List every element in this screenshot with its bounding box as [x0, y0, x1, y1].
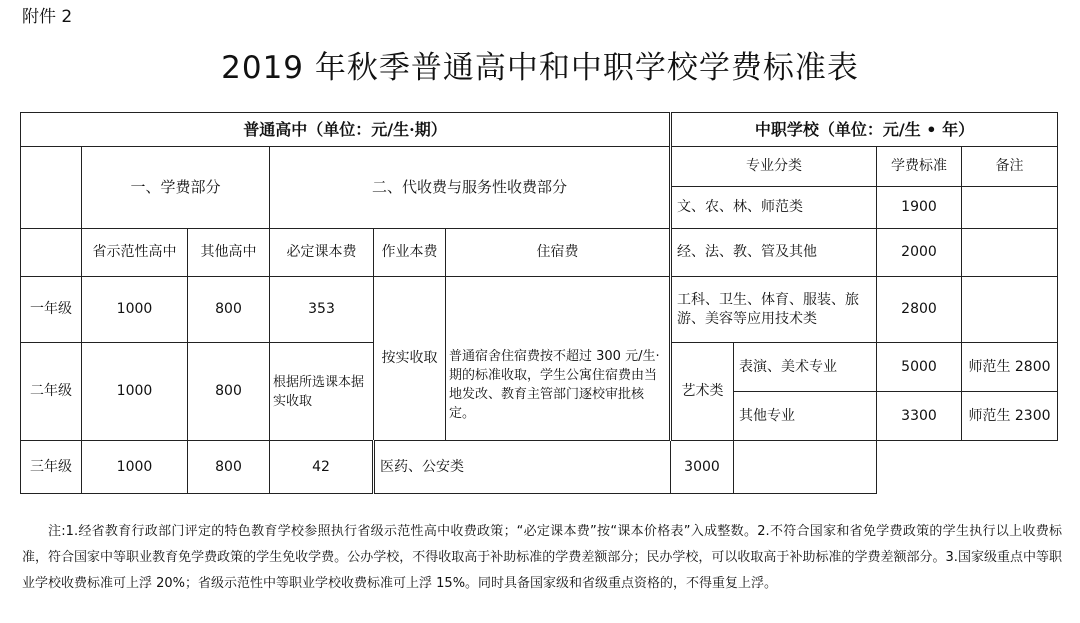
- demo-high-fee: 1000: [82, 343, 188, 441]
- voc-category: 工科、卫生、体育、服装、旅游、美容等应用技术类: [671, 277, 877, 343]
- voc-standard: 5000: [877, 343, 962, 392]
- col-boarding-header: 住宿费: [446, 229, 671, 277]
- voc-standard: 2800: [877, 277, 962, 343]
- table-header-row: [21, 113, 1058, 147]
- voc-standard: 3300: [877, 392, 962, 441]
- voc-standard: 1900: [877, 187, 962, 229]
- vocational-header: 中职学校（单位：元/生 • 年）: [671, 113, 1058, 147]
- table-row: [21, 441, 1058, 494]
- voc-group-art: 艺术类: [671, 343, 734, 441]
- boarding-fee-note: 普通宿舍住宿费按不超过 300 元/生·期的标准收取，学生公寓住宿费由当地发改、教育主管部门逐校审批核定。: [446, 277, 671, 441]
- attachment-label: 附件 2: [22, 7, 73, 27]
- table-row: [21, 277, 1058, 343]
- corner-cell: [21, 147, 82, 229]
- other-high-fee: 800: [188, 441, 270, 494]
- grade-label: 三年级: [21, 441, 82, 494]
- voc-standard: 3000: [671, 441, 734, 494]
- table-row: [21, 147, 1058, 187]
- page-title: 2019 年秋季普通高中和中职学校学费标准表: [221, 50, 859, 86]
- col-category-header: 专业分类: [671, 147, 877, 187]
- voc-category: 其他专业: [734, 392, 877, 441]
- voc-category: 经、法、教、管及其他: [671, 229, 877, 277]
- footnote: 注:1.经省教育行政部门评定的特色教育学校参照执行省级示范性高中收费政策；“必定课本费”按“课本价格表”入成整数。2.不符合国家和省免学费政策的学生执行以上收费标准，符合国家中等职业教育免学费政策的学生免收学费。公办学校，不得收取高于补助标准的学费差额部分；民办学校，可以收取高于补助标准的学费差额部分。3.国家级重点中等职业学校收费标准可上浮 20%；省级示范性中等职业学校收费标准可上浮 15%。同时具备国家级和省级重点资格的，不得重复上浮。: [22, 524, 1062, 591]
- voc-remark: [734, 441, 877, 494]
- voc-category: 表演、美术专业: [734, 343, 877, 392]
- fee-table: [20, 112, 1058, 494]
- workbook-fee: 按实收取: [374, 277, 446, 441]
- grade-label: 二年级: [21, 343, 82, 441]
- voc-category: 医药、公安类: [374, 441, 671, 494]
- demo-high-fee: 1000: [82, 277, 188, 343]
- other-high-fee: 800: [188, 343, 270, 441]
- col-other-high-header: 其他高中: [188, 229, 270, 277]
- voc-remark: 师范生 2300: [962, 392, 1058, 441]
- textbook-fee: 根据所选课本据实收取: [270, 343, 374, 441]
- senior-high-header: 普通高中（单位：元/生·期）: [21, 113, 671, 147]
- voc-remark: [962, 277, 1058, 343]
- empty-cell: [21, 229, 82, 277]
- voc-remark: [962, 187, 1058, 229]
- other-high-fee: 800: [188, 277, 270, 343]
- tuition-section-header: 一、学费部分: [82, 147, 270, 229]
- col-textbook-header: 必定课本费: [270, 229, 374, 277]
- textbook-fee: 42: [270, 441, 374, 494]
- voc-standard: 2000: [877, 229, 962, 277]
- col-remark-header: 备注: [962, 147, 1058, 187]
- col-demo-high-header: 省示范性高中: [82, 229, 188, 277]
- grade-label: 一年级: [21, 277, 82, 343]
- demo-high-fee: 1000: [82, 441, 188, 494]
- col-workbook-header: 作业本费: [374, 229, 446, 277]
- table-row: [21, 229, 1058, 277]
- voc-remark: [962, 229, 1058, 277]
- textbook-fee: 353: [270, 277, 374, 343]
- voc-remark: 师范生 2800: [962, 343, 1058, 392]
- voc-category: 文、农、林、师范类: [671, 187, 877, 229]
- col-standard-header: 学费标准: [877, 147, 962, 187]
- service-section-header: 二、代收费与服务性收费部分: [270, 147, 671, 229]
